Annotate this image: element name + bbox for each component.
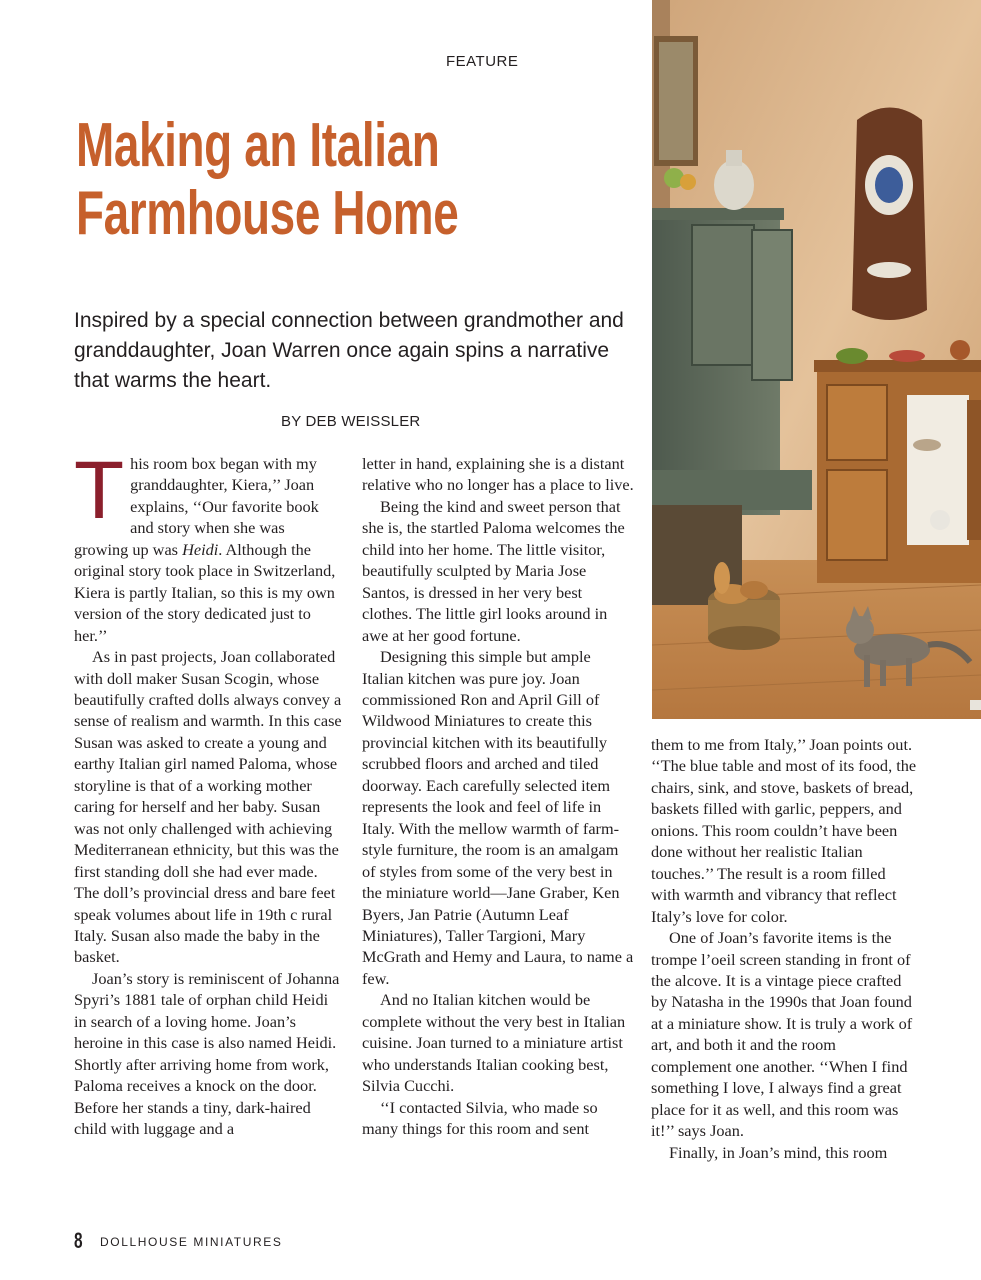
paragraph: As in past projects, Joan collaborated with doll maker Susan Scogin, whose beautifully crafted dolls always convey a sense of realism and warmth. In this case Susan was asked to create a young and earthy Italian girl named Paloma, whose storyline is that of a working mother caring for herself and her baby. Susan was not only challenged with achieving Mediterranean ethnicity, but this was the first standing doll she had ever made. The doll’s provincial dress and bare feet speak volumes about life in 19th c rural Italy. Susan also made the baby in the basket. xyxy=(74,647,342,967)
text-column-3 xyxy=(651,734,917,1163)
paragraph: One of Joan’s favorite items is the trompe l’oeil screen standing in front of the alcove. It is a vintage piece crafted by Natasha in the 1990s that Joan found at a miniature show. It is truly a work of art, and both it and the room complement one another. ‘‘When I find something I love, I always find a great place for it as well, and this room was it!’’ says Joan. xyxy=(651,928,913,1141)
paragraph: them to me from Italy,’’ Joan points out. ‘‘The blue table and most of its food, the chairs, sink, and stove, baskets of bread, baskets filled with garlic, peppers, and onions. This room couldn’t have been done without her realistic Italian touches.’’ The result is a room filled with warmth and vibrancy that reflect Italy’s love for color. xyxy=(651,735,917,926)
article-deck: Inspired by a special connection between grandmother and granddaughter, Joan Warren once again spins a narrative that warms the heart. xyxy=(74,309,624,392)
article-title xyxy=(76,112,490,248)
paragraph: Finally, in Joan’s mind, this room xyxy=(669,1142,888,1162)
kitchen-photo xyxy=(652,0,981,719)
paragraph: letter in hand, explaining she is a distant relative who no longer has a place to live. xyxy=(362,454,634,495)
text-column-1 xyxy=(74,445,342,1140)
paragraph: Designing this simple but ample Italian kitchen was pure joy. Joan commissioned Ron and April Gill of Wildwood Miniatures to create this provincial kitchen with its beautifully scrubbed floors and arched and tiled doorway. Each carefully selected item represents the look and feel of life in Italy. With the mellow warmth of farm-style furniture, the room is an amalgam of styles from some of the very best in the miniature world—Jane Graber, Ken Byers, Jan Patrie (Autumn Leaf Miniatures), Taller Targioni, Mary McGrath and Hemy and Laura, to name a few. xyxy=(362,647,634,988)
paragraph: Being the kind and sweet person that she is, the startled Paloma welcomes the child into her home. The little visitor, beautifully sculpted by Maria Jose Santos, is dressed in her very best clothes. The little girl looks around in awe at her good fortune. xyxy=(362,496,625,645)
title-line-1: Making an Italian xyxy=(76,111,440,180)
paragraph: And no Italian kitchen would be complete without the very best in Italian cuisine. Joan turned to a miniature artist who understands Italian cooking best, Silvia Cucchi. xyxy=(362,990,626,1096)
book-title: Heidi xyxy=(182,539,219,559)
magazine-name: DOLLHOUSE MINIATURES xyxy=(100,1235,283,1249)
paragraph: This room box began with my granddaughter, Kiera,’’ Joan explains, ‘‘Our favorite book and story when she was growing up was Heidi. Although the original story took place in Switzerland, Kiera is partly Italian, so this is my own version of the story dedicated just to her.’’ xyxy=(74,445,336,645)
title-line-2: Farmhouse Home xyxy=(76,179,459,248)
paragraph: ‘‘I contacted Silvia, who made so many things for this room and sent xyxy=(362,1097,598,1139)
drop-cap: T xyxy=(74,445,125,536)
section-label: FEATURE xyxy=(446,53,519,70)
byline: BY DEB WEISSLER xyxy=(281,413,421,430)
paragraph: Joan’s story is reminiscent of Johanna Spyri’s 1881 tale of orphan child Heidi in search of a loving home. Joan’s heroine in this case is also named Heidi. Shortly after arriving home from work, Paloma receives a knock on the door. Before her stands a tiny, dark-haired child with luggage and a xyxy=(74,968,340,1139)
text-column-2 xyxy=(362,453,634,1140)
page-number: 8 xyxy=(74,1228,83,1253)
